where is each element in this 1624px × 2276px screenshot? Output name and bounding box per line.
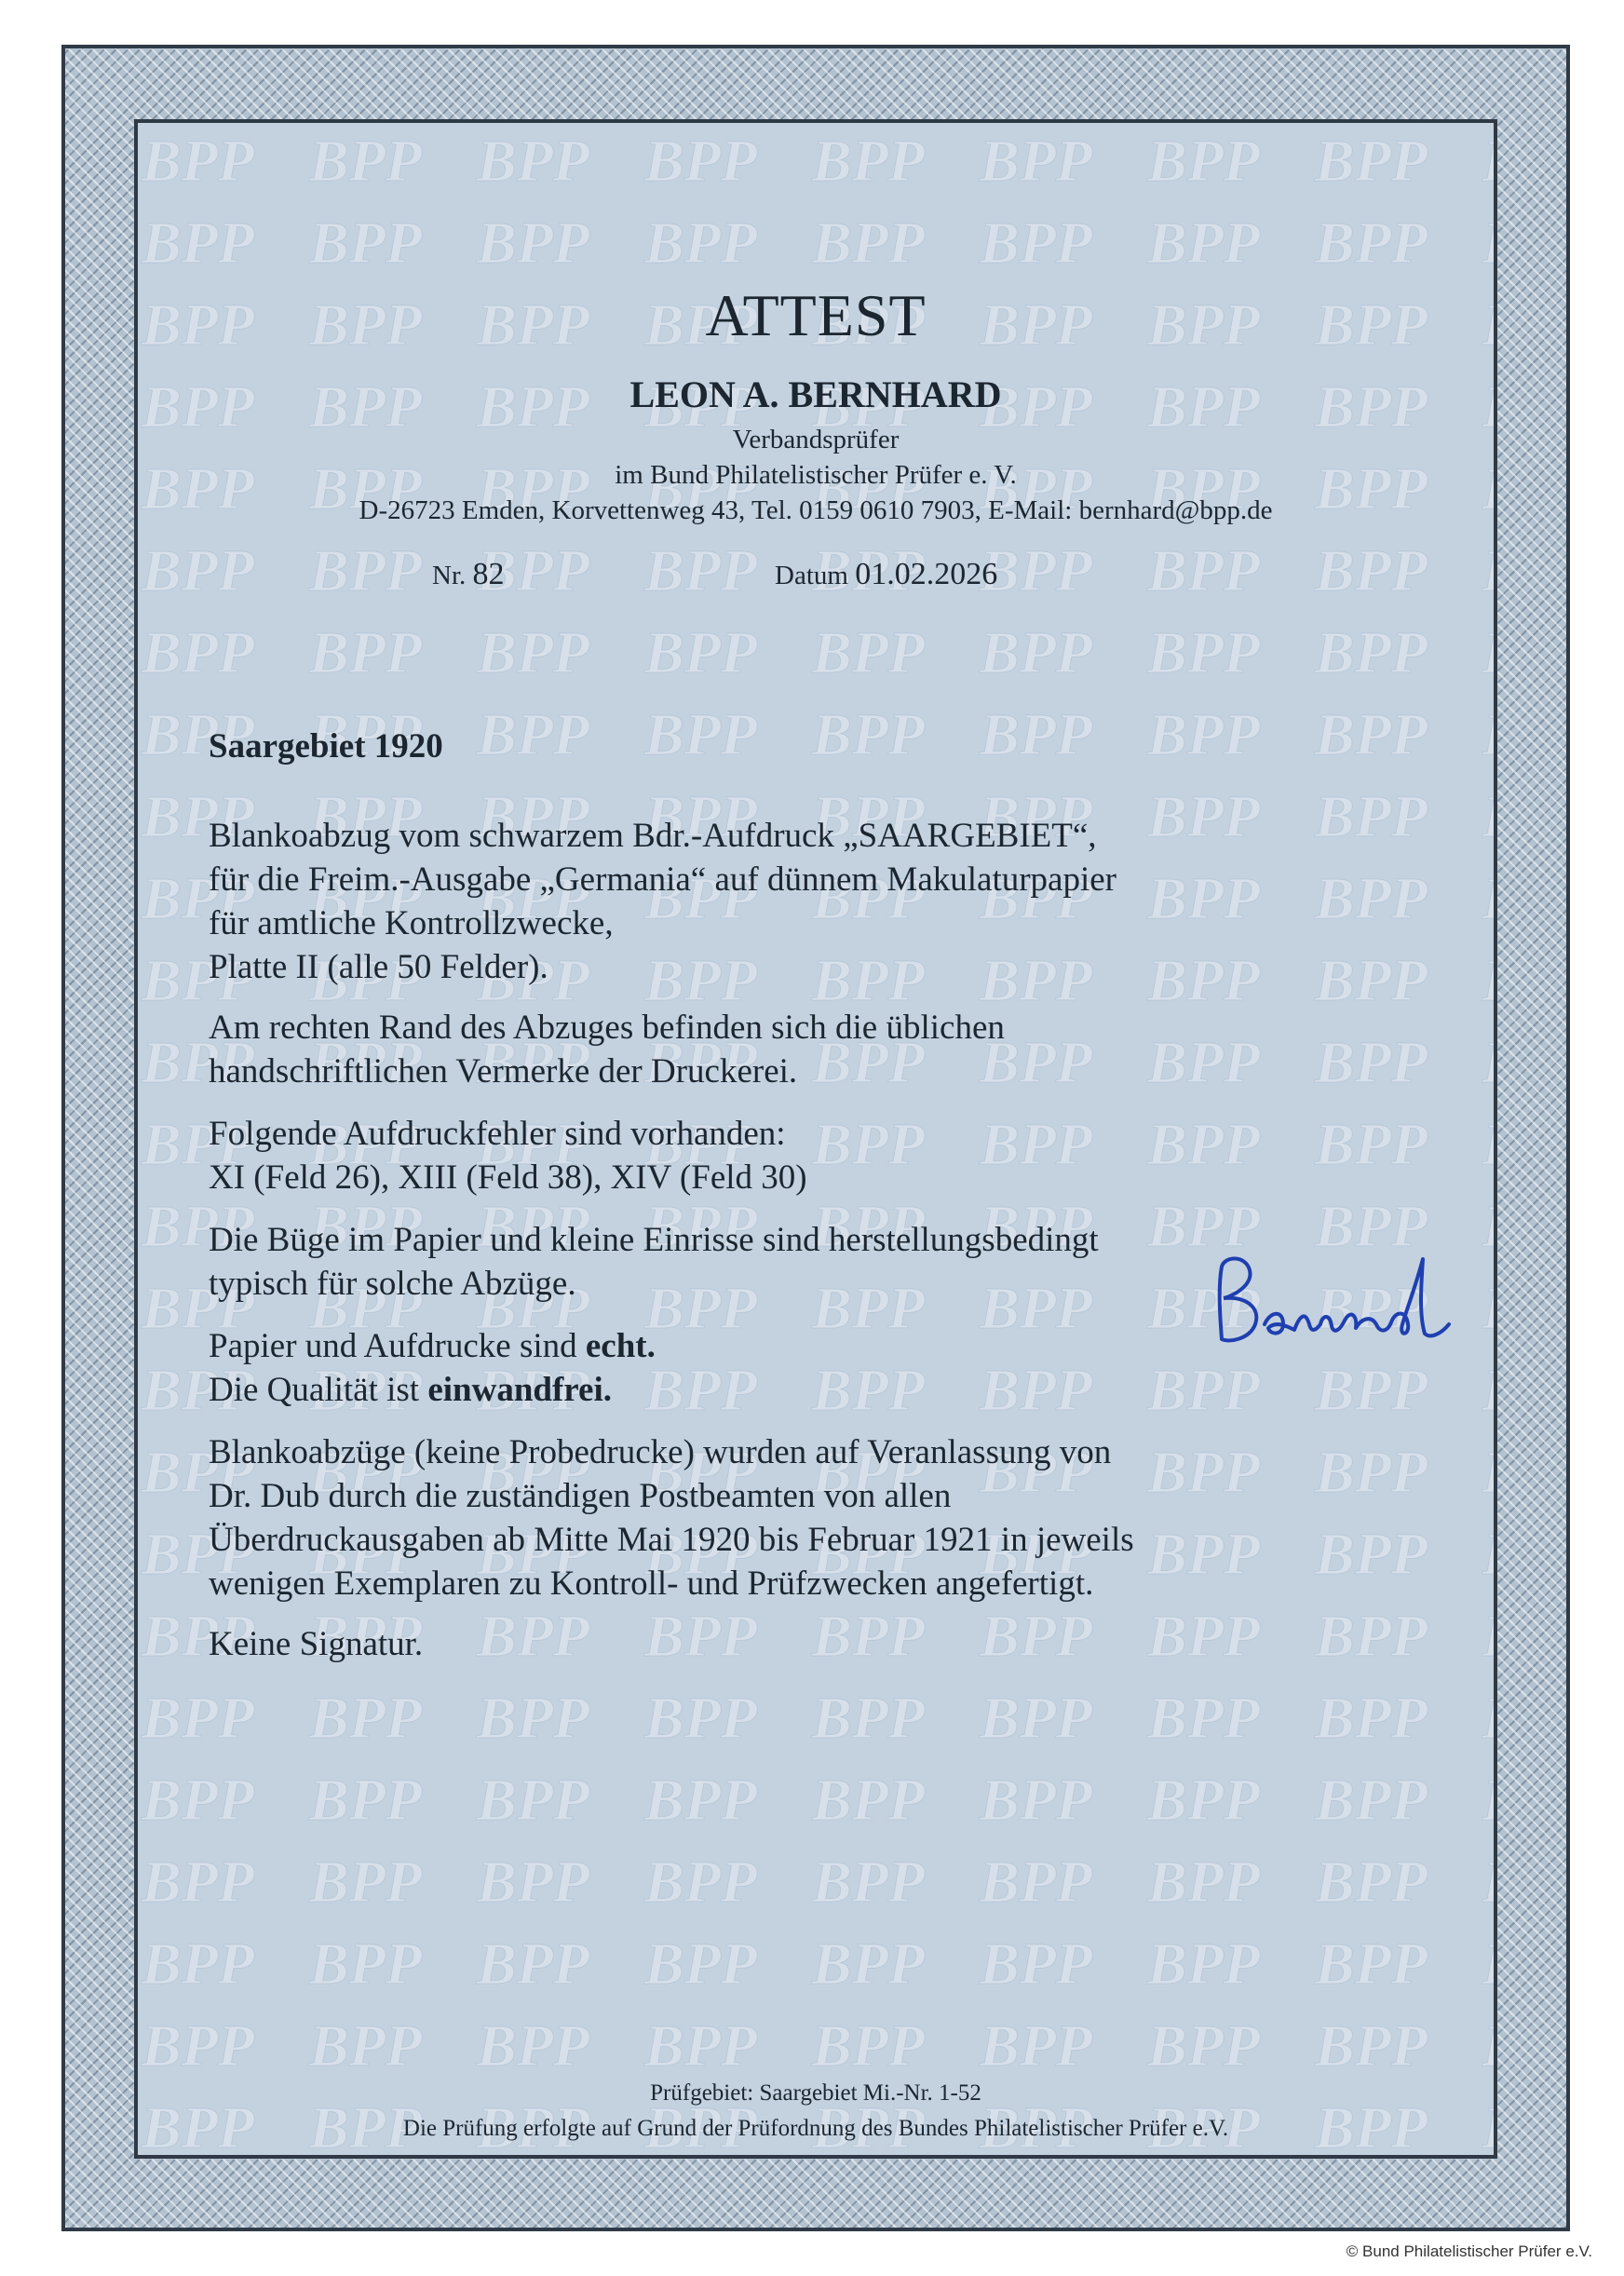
text-line: Folgende Aufdruckfehler sind vorhanden: (209, 1115, 786, 1153)
quality-line: Die Qualität ist einwandfrei. (209, 1371, 613, 1409)
genuine-verdict: echt. (585, 1327, 656, 1365)
text-line: Platte II (alle 50 Felder). (209, 948, 548, 986)
examiner-role: Verbandsprüfer (732, 425, 900, 454)
text-line: für die Freim.-Ausgabe „Germania“ auf dünnem Makulaturpapier (209, 860, 1116, 899)
number-label: Nr. (432, 561, 467, 590)
text-line: Am rechten Rand des Abzuges befinden sich die üblichen (209, 1009, 1005, 1047)
copyright-notice: © Bund Philatelistischer Prüfer e.V. (1346, 2242, 1592, 2260)
subject-heading: Saargebiet 1920 (209, 727, 443, 765)
text-line: typisch für solche Abzüge. (209, 1265, 576, 1303)
background-note-paragraph (209, 1430, 1475, 1605)
certificate-content (138, 123, 1494, 2155)
margin-notes-paragraph (209, 1006, 1475, 1093)
handwritten-signature (1209, 1250, 1460, 1352)
certificate-title: ATTEST (705, 282, 927, 348)
genuine-line: Papier und Aufdrucke sind echt. (209, 1327, 656, 1365)
signature-note (209, 1622, 1475, 1666)
date-label: Datum (775, 561, 848, 590)
text-line: Blankoabzug vom schwarzem Bdr.-Aufdruck „SAARGEBIET“, (209, 817, 1097, 855)
examination-scope: Prüfgebiet: Saargebiet Mi.-Nr. 1-52 (650, 2080, 981, 2106)
text-line: Die Büge im Papier und kleine Einrisse sind herstellungsbedingt (209, 1221, 1099, 1259)
text-line: handschriftlichen Vermerke der Druckerei. (209, 1052, 798, 1091)
text-line: Überdruckausgaben ab Mitte Mai 1920 bis Februar 1921 in jeweils (209, 1521, 1134, 1559)
overprint-errors-paragraph (209, 1112, 1475, 1199)
association-name: im Bund Philatelistischer Prüfer e. V. (615, 460, 1017, 490)
certificate-number (432, 557, 505, 592)
examination-basis: Die Prüfung erfolgte auf Grund der Prüfordnung des Bundes Philatelistischer Prüfer e.V. (402, 2116, 1229, 2141)
text-line: wenigen Exemplaren zu Kontroll- und Prüfzwecken angefertigt. (209, 1565, 1094, 1603)
text-line: Keine Signatur. (209, 1625, 424, 1663)
date-value: 01.02.2026 (855, 557, 998, 591)
quality-verdict: einwandfrei. (427, 1371, 613, 1409)
certificate-date (775, 557, 997, 592)
description-paragraph (209, 814, 1475, 989)
examiner-name: LEON A. BERNHARD (629, 373, 1002, 415)
text-line: XI (Feld 26), XIII (Feld 38), XIV (Feld 30) (209, 1158, 807, 1197)
text-line: Blankoabzüge (keine Probedrucke) wurden auf Veranlassung von (209, 1433, 1112, 1471)
number-value: 82 (472, 557, 505, 591)
text-line: für amtliche Kontrollzwecke, (209, 904, 614, 942)
examiner-address: D-26723 Emden, Korvettenweg 43, Tel. 0159 0610 7903, E-Mail: bernhard@bpp.de (359, 495, 1273, 525)
certificate-panel (134, 119, 1497, 2159)
guilloche-frame (61, 45, 1570, 2231)
text-line: Dr. Dub durch die zuständigen Postbeamten von allen (209, 1477, 952, 1515)
